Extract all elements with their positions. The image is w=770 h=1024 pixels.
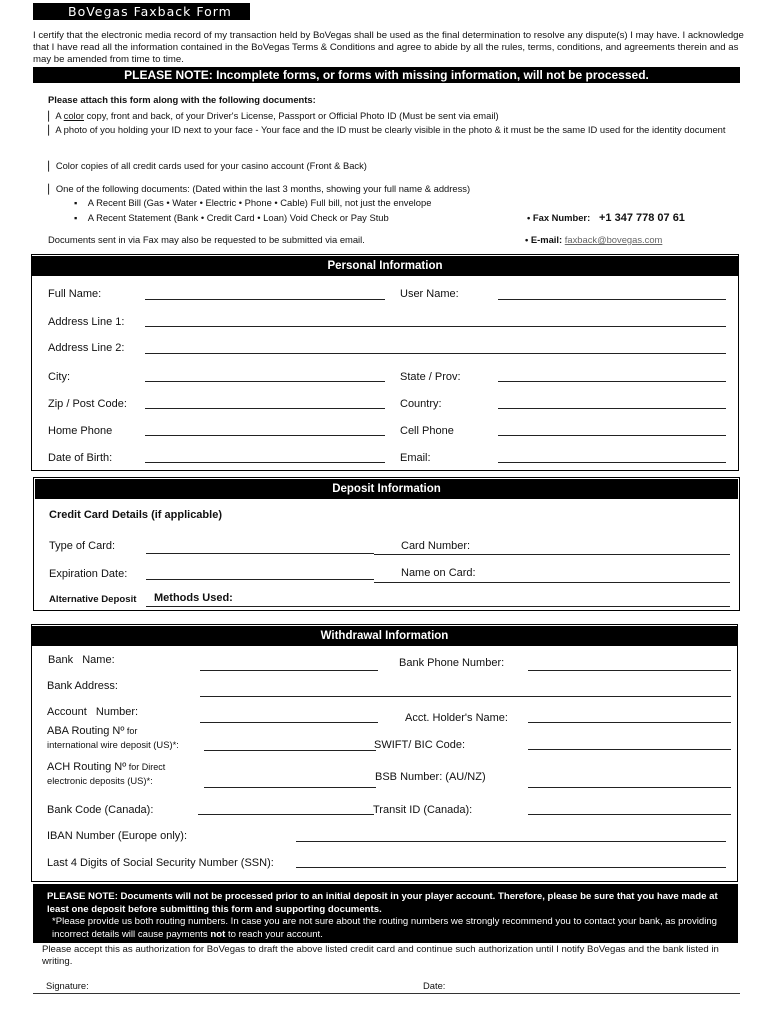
- address-line-2-field[interactable]: [145, 353, 726, 354]
- deposit-requirement-note: PLEASE NOTE: Documents will not be processed prior to an initial deposit in your player account. Therefore, please be sure that you have made at least one deposit before submitting this form and supporting documents. *Please provide us both routing numbers. In case you are not sure about the routing numbers we strongly recommend you to contact your bank, as providing incorrect details will cause payments not to reach your account.: [33, 884, 738, 943]
- type-of-card-field[interactable]: [146, 553, 374, 554]
- ach-routing-label: ACH Routing Nº for Direct: [47, 761, 166, 773]
- address-line-2-label: Address Line 2:: [48, 342, 125, 354]
- ssn-field[interactable]: [296, 867, 726, 868]
- full-name-field[interactable]: [145, 299, 385, 300]
- card-number-field[interactable]: [374, 554, 730, 555]
- check-mark-icon: ❘: [44, 160, 54, 172]
- proof-bill-item: ▪ A Recent Bill (Gas • Water • Electric • Phone • Cable) Full bill, not just the envelope: [74, 197, 432, 208]
- holder-name-label: Acct. Holder's Name:: [405, 712, 508, 724]
- date-label: Date:: [423, 980, 446, 991]
- aba-routing-sublabel: international wire deposit (US)*:: [47, 739, 179, 750]
- user-name-field[interactable]: [498, 299, 726, 300]
- attach-item-photo-id: ❘ A color copy, front and back, of your Driver's License, Passport or Official Photo ID (Must be sent via email): [44, 110, 499, 122]
- credit-card-subheading: Credit Card Details (if applicable): [49, 509, 222, 521]
- bsb-field[interactable]: [528, 787, 731, 788]
- expiration-field[interactable]: [146, 579, 374, 580]
- state-field[interactable]: [498, 381, 726, 382]
- attach-item-credit-cards: ❘ Color copies of all credit cards used for your casino account (Front & Back): [44, 160, 367, 172]
- fax-note: Documents sent in via Fax may also be requested to be submitted via email.: [48, 234, 365, 245]
- account-number-field[interactable]: [200, 722, 378, 723]
- swift-label: SWIFT/ BIC Code:: [374, 739, 466, 751]
- dob-label: Date of Birth:: [48, 452, 113, 464]
- bullet-icon: ▪: [74, 212, 78, 223]
- certify-text: I certify that the electronic media record of my transaction held by BoVegas shall be used as the final determination to resolve any dispute(s) I may have. I acknowledge that I have read all the information contained in the BoVegas Terms & Conditions and agree to abide by all the rules, terms, conditions, and agreements therein and as may be amended from time to time.: [33, 30, 744, 65]
- account-number-label: Account Number:: [47, 706, 139, 718]
- check-mark-icon: ❘: [44, 124, 54, 136]
- bullet-icon: ▪: [74, 197, 78, 208]
- methods-used-label: Methods Used:: [154, 592, 233, 604]
- signature-line[interactable]: [33, 993, 740, 994]
- authorization-text: Please accept this as authorization for BoVegas to draft the above listed credit card and continue such authorization until I notify BoVegas and the bank listed in writing.: [42, 944, 719, 967]
- bank-name-label: Bank Name:: [48, 654, 115, 666]
- home-phone-label: Home Phone: [48, 425, 113, 437]
- bank-address-field[interactable]: [200, 696, 731, 697]
- address-line-1-field[interactable]: [145, 326, 726, 327]
- iban-label: IBAN Number (Europe only):: [47, 830, 187, 842]
- city-field[interactable]: [145, 381, 385, 382]
- expiration-label: Expiration Date:: [49, 568, 128, 580]
- ssn-label: Last 4 Digits of Social Security Number (SSN):: [47, 857, 274, 869]
- incomplete-forms-banner: PLEASE NOTE: Incomplete forms, or forms with missing information, will not be processed.: [33, 67, 740, 83]
- withdrawal-info-header: Withdrawal Information: [31, 626, 738, 646]
- attach-item-selfie: ❘ A photo of you holding your ID next to your face - Your face and the ID must be clearly visible in the photo & it must be the same ID used for the identity document: [44, 124, 726, 136]
- country-field[interactable]: [498, 408, 726, 409]
- holder-name-field[interactable]: [528, 722, 731, 723]
- email-contact: • E-mail: faxback@bovegas.com: [525, 234, 663, 245]
- zip-label: Zip / Post Code:: [48, 398, 127, 410]
- email-field[interactable]: [498, 462, 726, 463]
- form-title: BoVegas Faxback Form: [33, 3, 250, 20]
- signature-label: Signature:: [46, 980, 89, 991]
- name-on-card-field[interactable]: [374, 582, 730, 583]
- country-label: Country:: [400, 398, 442, 410]
- aba-routing-field[interactable]: [204, 750, 376, 751]
- city-label: City:: [48, 371, 70, 383]
- fax-number: • Fax Number: +1 347 778 07 61: [527, 212, 685, 224]
- bank-code-label: Bank Code (Canada):: [47, 804, 154, 816]
- cell-phone-field[interactable]: [498, 435, 726, 436]
- aba-routing-label: ABA Routing Nº for: [47, 725, 138, 737]
- home-phone-field[interactable]: [145, 435, 385, 436]
- bank-name-field[interactable]: [200, 670, 378, 671]
- ach-routing-sublabel: electronic deposits (US)*:: [47, 775, 153, 786]
- attach-item-proof-address: ❘ One of the following documents: (Dated within the last 3 months, showing your full name & address): [44, 183, 471, 195]
- full-name-label: Full Name:: [48, 288, 102, 300]
- email-label: Email:: [400, 452, 431, 464]
- dob-field[interactable]: [145, 462, 385, 463]
- bank-phone-field[interactable]: [528, 670, 731, 671]
- check-mark-icon: ❘: [44, 183, 54, 195]
- ach-routing-field[interactable]: [204, 787, 376, 788]
- deposit-info-header: Deposit Information: [35, 479, 738, 499]
- user-name-label: User Name:: [400, 288, 459, 300]
- name-on-card-label: Name on Card:: [401, 567, 476, 579]
- personal-info-header: Personal Information: [31, 256, 739, 276]
- transit-label: Transit ID (Canada):: [373, 804, 473, 816]
- email-link[interactable]: faxback@bovegas.com: [564, 234, 663, 245]
- attach-heading: Please attach this form along with the following documents:: [48, 94, 316, 105]
- cell-phone-label: Cell Phone: [400, 425, 454, 437]
- transit-field[interactable]: [528, 814, 731, 815]
- personal-info-box: [31, 254, 739, 471]
- deposit-methods-field[interactable]: [146, 606, 730, 607]
- zip-field[interactable]: [145, 408, 385, 409]
- swift-field[interactable]: [528, 749, 731, 750]
- alt-deposit-label: Alternative Deposit: [49, 594, 137, 605]
- withdrawal-info-box: [31, 624, 738, 882]
- address-line-1-label: Address Line 1:: [48, 316, 125, 328]
- check-mark-icon: ❘: [44, 110, 54, 122]
- proof-statement-item: ▪ A Recent Statement (Bank • Credit Card • Loan) Void Check or Pay Stub: [74, 212, 389, 223]
- card-number-label: Card Number:: [401, 540, 471, 552]
- bank-phone-label: Bank Phone Number:: [399, 657, 505, 669]
- bank-code-field[interactable]: [198, 814, 374, 815]
- type-of-card-label: Type of Card:: [49, 540, 116, 552]
- state-label: State / Prov:: [400, 371, 461, 383]
- bank-address-label: Bank Address:: [47, 680, 118, 692]
- bsb-label: BSB Number: (AU/NZ): [375, 771, 486, 783]
- iban-field[interactable]: [296, 841, 726, 842]
